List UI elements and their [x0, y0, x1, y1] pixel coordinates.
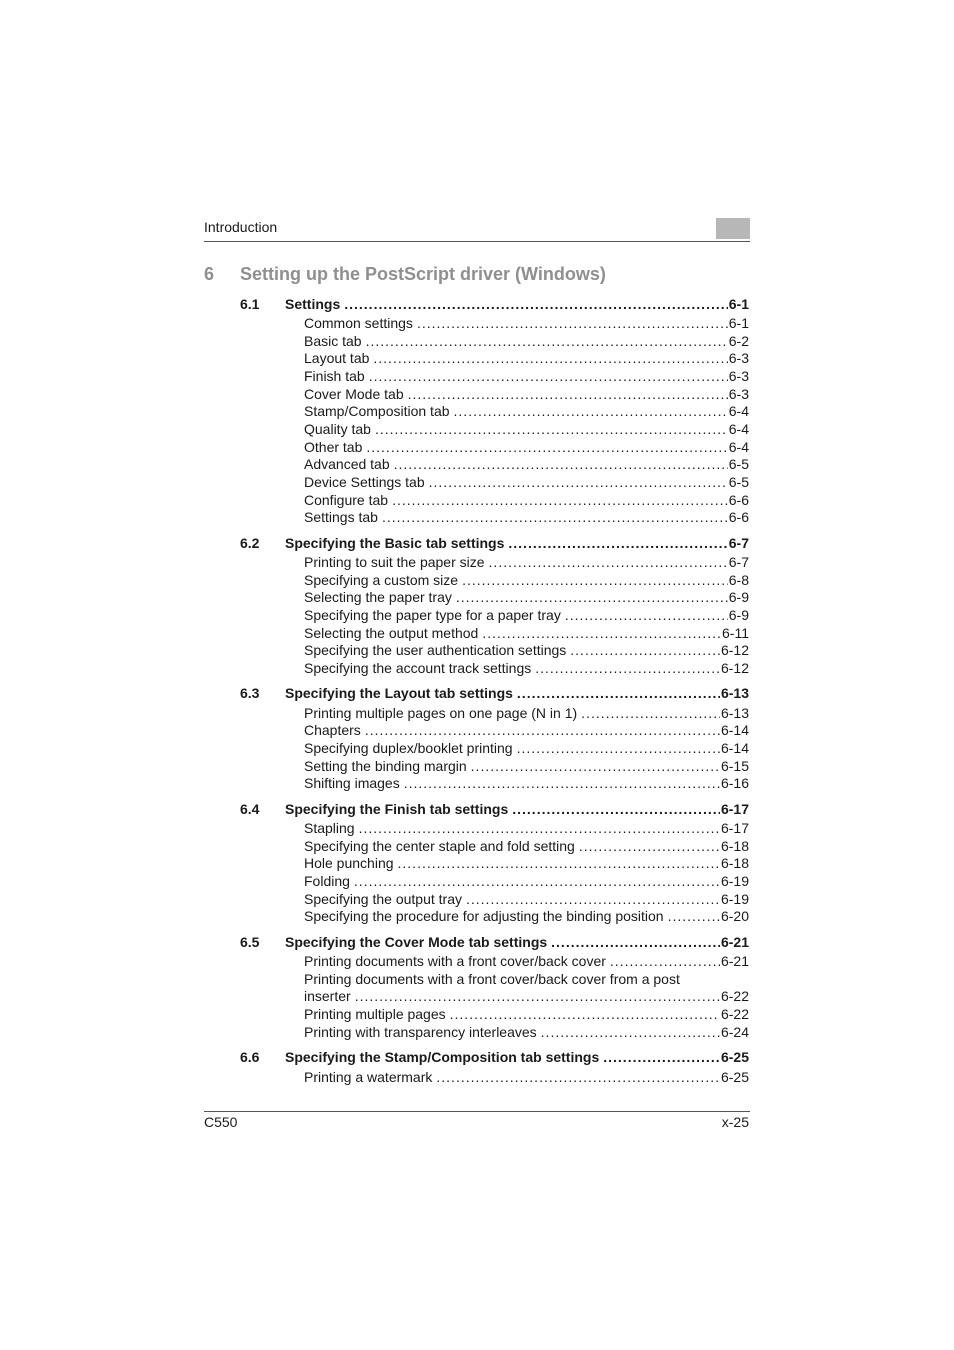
toc-entry-title: Shifting images	[304, 775, 400, 791]
toc-entry-line	[304, 659, 749, 677]
toc-entry-line	[304, 907, 749, 925]
toc-entry-title: Chapters	[304, 722, 361, 738]
toc-dot-leader	[517, 684, 720, 702]
toc-entry-line	[285, 800, 749, 818]
toc-page-number: 6-18	[720, 855, 749, 871]
toc-section-number: 6.4	[240, 801, 260, 817]
chapter-number: 6	[204, 264, 215, 284]
toc-page-number: 6-4	[728, 403, 749, 419]
toc-entry[interactable]	[240, 367, 749, 385]
toc-entry[interactable]	[240, 588, 749, 606]
toc-entry-title: Stapling	[304, 820, 355, 836]
toc-dot-leader	[375, 420, 728, 438]
toc-dot-leader	[517, 739, 720, 757]
toc-dot-leader	[471, 757, 720, 775]
toc-page-number: 6-9	[728, 589, 749, 605]
toc-page-number: 6-3	[728, 386, 749, 402]
footer-page-number: x-25	[721, 1114, 749, 1130]
toc-dot-leader	[354, 872, 720, 890]
toc-page-number: 6-17	[720, 801, 749, 817]
toc-entry-title: Specifying the Basic tab settings	[285, 535, 505, 551]
toc-dot-leader	[610, 952, 720, 970]
toc-dot-leader	[355, 987, 720, 1005]
toc-dot-leader	[382, 508, 728, 526]
toc-dot-leader	[417, 314, 728, 332]
chapter-title: Setting up the PostScript driver (Windows)	[240, 264, 606, 284]
toc-page-number: 6-8	[728, 572, 749, 588]
toc-dot-leader	[508, 534, 727, 552]
toc-entry[interactable]	[240, 606, 749, 624]
toc-entry[interactable]	[240, 704, 749, 722]
toc-section-number: 6.3	[240, 685, 260, 701]
toc-entry[interactable]	[240, 473, 749, 491]
toc-section-number: 6.1	[240, 296, 260, 312]
toc-entry-line	[304, 757, 749, 775]
toc-page-number: 6-22	[720, 988, 749, 1004]
toc-entry-title: Specifying the user authentication settings	[304, 642, 567, 658]
toc-entry-line	[304, 774, 749, 792]
toc-entry-line	[285, 684, 749, 702]
toc-page-number: 6-17	[720, 820, 749, 836]
toc-page-number: 6-5	[728, 474, 749, 490]
toc-entry-title: Selecting the paper tray	[304, 589, 452, 605]
toc-entry-line	[304, 508, 749, 526]
toc-section-entry[interactable]	[240, 684, 749, 702]
toc-entry-line	[304, 739, 749, 757]
toc-entry-line	[285, 295, 749, 313]
toc-entry[interactable]	[240, 854, 749, 872]
toc-dot-leader	[489, 553, 728, 571]
toc-entry-line	[304, 837, 749, 855]
toc-entry-line	[304, 854, 749, 872]
toc-entry[interactable]	[240, 1005, 749, 1023]
toc-entry-line	[304, 606, 749, 624]
toc-page-number: 6-7	[728, 554, 749, 570]
toc-dot-leader	[344, 295, 728, 313]
toc-page-number: 6-25	[720, 1069, 749, 1085]
toc-dot-leader	[581, 704, 720, 722]
toc-dot-leader	[429, 473, 728, 491]
toc-entry-title: Printing multiple pages on one page (N in 1)	[304, 705, 578, 721]
toc-entry-title: Other tab	[304, 439, 363, 455]
toc-page-number: 6-15	[720, 758, 749, 774]
toc-entry-title: Specifying the account track settings	[304, 660, 532, 676]
toc-entry[interactable]	[240, 739, 749, 757]
toc-entry-title: Printing to suit the paper size	[304, 554, 485, 570]
toc-entry-line	[304, 952, 749, 970]
toc-dot-leader	[603, 1048, 720, 1066]
toc-entry-line	[304, 721, 749, 739]
toc-dot-leader	[482, 624, 721, 642]
toc-dot-leader	[579, 837, 720, 855]
toc-entry[interactable]	[240, 641, 749, 659]
toc-entry[interactable]	[240, 508, 749, 526]
toc-dot-leader	[512, 800, 720, 818]
toc-dot-leader	[366, 438, 727, 456]
toc-entry[interactable]	[240, 837, 749, 855]
toc-page-number: 6-3	[728, 368, 749, 384]
toc-entry-title: Quality tab	[304, 421, 371, 437]
toc-page-number: 6-12	[720, 660, 749, 676]
toc-entry[interactable]	[240, 970, 749, 988]
toc-dot-leader	[450, 1005, 720, 1023]
toc-page-number: 6-11	[722, 625, 749, 641]
toc-entry[interactable]	[240, 385, 749, 403]
toc-dot-leader	[398, 854, 720, 872]
toc-page-number: 6-14	[720, 722, 749, 738]
toc-entry[interactable]	[240, 1023, 749, 1041]
toc-entry-line	[285, 1048, 749, 1066]
toc-page-number: 6-7	[728, 535, 749, 551]
toc-entry-title: Printing with transparency interleaves	[304, 1024, 537, 1040]
toc-dot-leader	[365, 721, 720, 739]
toc-section-entry[interactable]	[240, 534, 749, 552]
toc-entry-title: Device Settings tab	[304, 474, 425, 490]
toc-entry[interactable]	[240, 553, 749, 571]
toc-entry-title: Specifying the Cover Mode tab settings	[285, 934, 548, 950]
toc-entry-title: Specifying the Stamp/Composition tab settings	[285, 1049, 600, 1065]
toc-dot-leader	[404, 774, 720, 792]
toc-dot-leader	[394, 455, 728, 473]
toc-entry-line	[304, 970, 749, 988]
toc-entry-line	[304, 1023, 749, 1041]
toc-entry-title: Specifying the Layout tab settings	[285, 685, 513, 701]
toc-entry-line	[304, 455, 749, 473]
toc-dot-leader	[436, 1068, 720, 1086]
toc-entry-title: Printing a watermark	[304, 1069, 433, 1085]
toc-dot-leader	[466, 890, 720, 908]
toc-entry-title: Settings tab	[304, 509, 378, 525]
toc-entry-title: Common settings	[304, 315, 413, 331]
toc-entry-line	[304, 588, 749, 606]
toc-page-number: 6-18	[720, 838, 749, 854]
toc-entry-title: Folding	[304, 873, 350, 889]
toc-entry-title: Cover Mode tab	[304, 386, 404, 402]
toc-entry[interactable]	[240, 402, 749, 420]
toc-dot-leader	[369, 367, 728, 385]
toc-entry-title: Specifying duplex/booklet printing	[304, 740, 513, 756]
toc-entry-title: Stamp/Composition tab	[304, 403, 450, 419]
toc-page-number: 6-5	[728, 456, 749, 472]
toc-section-entry[interactable]	[240, 1048, 749, 1066]
toc-page-number: 6-13	[720, 705, 749, 721]
toc-entry-title: Specifying a custom size	[304, 572, 459, 588]
toc-entry-title: Hole punching	[304, 855, 394, 871]
running-header-title: Introduction	[204, 219, 278, 235]
toc-entry-line	[304, 420, 749, 438]
toc-page-number: 6-19	[720, 891, 749, 907]
toc-page-number: 6-3	[728, 350, 749, 366]
toc-entry[interactable]	[240, 349, 749, 367]
toc-entry-title: Specifying the procedure for adjusting the binding position	[304, 908, 664, 924]
toc-entry-title: Advanced tab	[304, 456, 390, 472]
toc-entry-title: inserter	[304, 988, 351, 1004]
toc-dot-leader	[366, 332, 728, 350]
toc-page-number: 6-6	[728, 492, 749, 508]
toc-page-number: 6-4	[728, 421, 749, 437]
toc-dot-leader	[392, 491, 728, 509]
toc-page-number: 6-6	[728, 509, 749, 525]
toc-entry[interactable]	[240, 314, 749, 332]
toc-page-number: 6-22	[720, 1006, 749, 1022]
toc-entry-line	[304, 349, 749, 367]
toc-entry[interactable]	[240, 1068, 749, 1086]
toc-entry-title: Basic tab	[304, 333, 362, 349]
toc-entry[interactable]	[240, 987, 749, 1005]
toc-entry-line	[304, 314, 749, 332]
header-tab-marker	[716, 218, 750, 239]
toc-section-entry[interactable]	[240, 295, 749, 313]
toc-page-number: 6-24	[720, 1024, 749, 1040]
toc-entry[interactable]	[240, 455, 749, 473]
toc-entry-title: Settings	[285, 296, 341, 312]
toc-dot-leader	[565, 606, 728, 624]
toc-entry-title: Setting the binding margin	[304, 758, 467, 774]
toc-page-number: 6-1	[728, 315, 749, 331]
toc-section-entry[interactable]	[240, 800, 749, 818]
toc-entry-line	[304, 553, 749, 571]
toc-dot-leader	[570, 641, 720, 659]
toc-page-number: 6-14	[720, 740, 749, 756]
toc-dot-leader	[373, 349, 727, 367]
toc-entry-title: Printing multiple pages	[304, 1006, 446, 1022]
toc-entry-line	[304, 1068, 749, 1086]
toc-entry-title: Selecting the output method	[304, 625, 479, 641]
toc-entry-line	[304, 987, 749, 1005]
toc-entry-line	[304, 491, 749, 509]
toc-entry-line	[304, 402, 749, 420]
header-rule	[204, 241, 750, 242]
toc-entry-title: Specifying the Finish tab settings	[285, 801, 509, 817]
toc-entry[interactable]	[240, 757, 749, 775]
toc-section-number: 6.2	[240, 535, 260, 551]
toc-dot-leader	[541, 1023, 720, 1041]
toc-entry[interactable]	[240, 438, 749, 456]
toc-dot-leader	[535, 659, 720, 677]
toc-entry-line	[304, 1005, 749, 1023]
toc-entry-title: Specifying the center staple and fold setting	[304, 838, 575, 854]
footer-rule	[204, 1111, 750, 1112]
toc-page-number: 6-19	[720, 873, 749, 889]
toc-page-number: 6-1	[728, 296, 749, 312]
toc-section-number: 6.6	[240, 1049, 260, 1065]
toc-page-number: 6-12	[720, 642, 749, 658]
toc-entry[interactable]	[240, 420, 749, 438]
toc-entry[interactable]	[240, 659, 749, 677]
toc-entry-line	[304, 571, 749, 589]
toc-entry-line	[304, 473, 749, 491]
toc-entry-title: Finish tab	[304, 368, 365, 384]
toc-entry-title: Specifying the output tray	[304, 891, 462, 907]
toc-dot-leader	[408, 385, 728, 403]
toc-entry[interactable]	[240, 774, 749, 792]
toc-entry[interactable]	[240, 332, 749, 350]
toc-dot-leader	[668, 907, 720, 925]
toc-entry[interactable]	[240, 721, 749, 739]
footer-model: C550	[204, 1114, 238, 1130]
toc-entry-line	[285, 933, 749, 951]
toc-entry-line	[304, 704, 749, 722]
toc-entry-line	[304, 641, 749, 659]
toc-page-number: 6-16	[720, 775, 749, 791]
toc-entry-line	[304, 367, 749, 385]
toc-entry-line	[304, 385, 749, 403]
toc-entry[interactable]	[240, 872, 749, 890]
toc-entry-title: Specifying the paper type for a paper tray	[304, 607, 561, 623]
toc-page-number: 6-21	[720, 953, 749, 969]
toc-entry-title: Printing documents with a front cover/back cover	[304, 953, 606, 969]
toc-entry-title: Layout tab	[304, 350, 370, 366]
toc-page-number: 6-2	[728, 333, 749, 349]
toc-entry-line	[304, 438, 749, 456]
toc-page-number: 6-21	[720, 934, 749, 950]
toc-entry-line	[304, 624, 749, 642]
toc-entry[interactable]	[240, 624, 749, 642]
toc-page-number: 6-20	[720, 908, 749, 924]
toc-entry[interactable]	[240, 491, 749, 509]
toc-page-number: 6-4	[728, 439, 749, 455]
toc-entry[interactable]	[240, 571, 749, 589]
toc-dot-leader	[454, 402, 728, 420]
toc-entry-line	[304, 819, 749, 837]
toc-dot-leader	[359, 819, 720, 837]
toc-section-number: 6.5	[240, 934, 260, 950]
toc-entry[interactable]	[240, 890, 749, 908]
toc-entry-line	[304, 872, 749, 890]
toc-dot-leader	[462, 571, 728, 589]
toc-page-number: 6-25	[720, 1049, 749, 1065]
toc-entry-title: Printing documents with a front cover/back cover from a post	[304, 971, 680, 987]
toc-entry[interactable]	[240, 952, 749, 970]
toc-page-number: 6-13	[720, 685, 749, 701]
toc-entry-line	[304, 332, 749, 350]
toc-entry[interactable]	[240, 907, 749, 925]
toc-section-entry[interactable]	[240, 933, 749, 951]
chapter-heading	[204, 264, 764, 285]
toc-dot-leader	[551, 933, 720, 951]
toc-entry-title: Configure tab	[304, 492, 389, 508]
toc-entry[interactable]	[240, 819, 749, 837]
toc-entry-line	[304, 890, 749, 908]
toc-entry-line	[285, 534, 749, 552]
toc-page-number: 6-9	[728, 607, 749, 623]
toc-dot-leader	[456, 588, 728, 606]
